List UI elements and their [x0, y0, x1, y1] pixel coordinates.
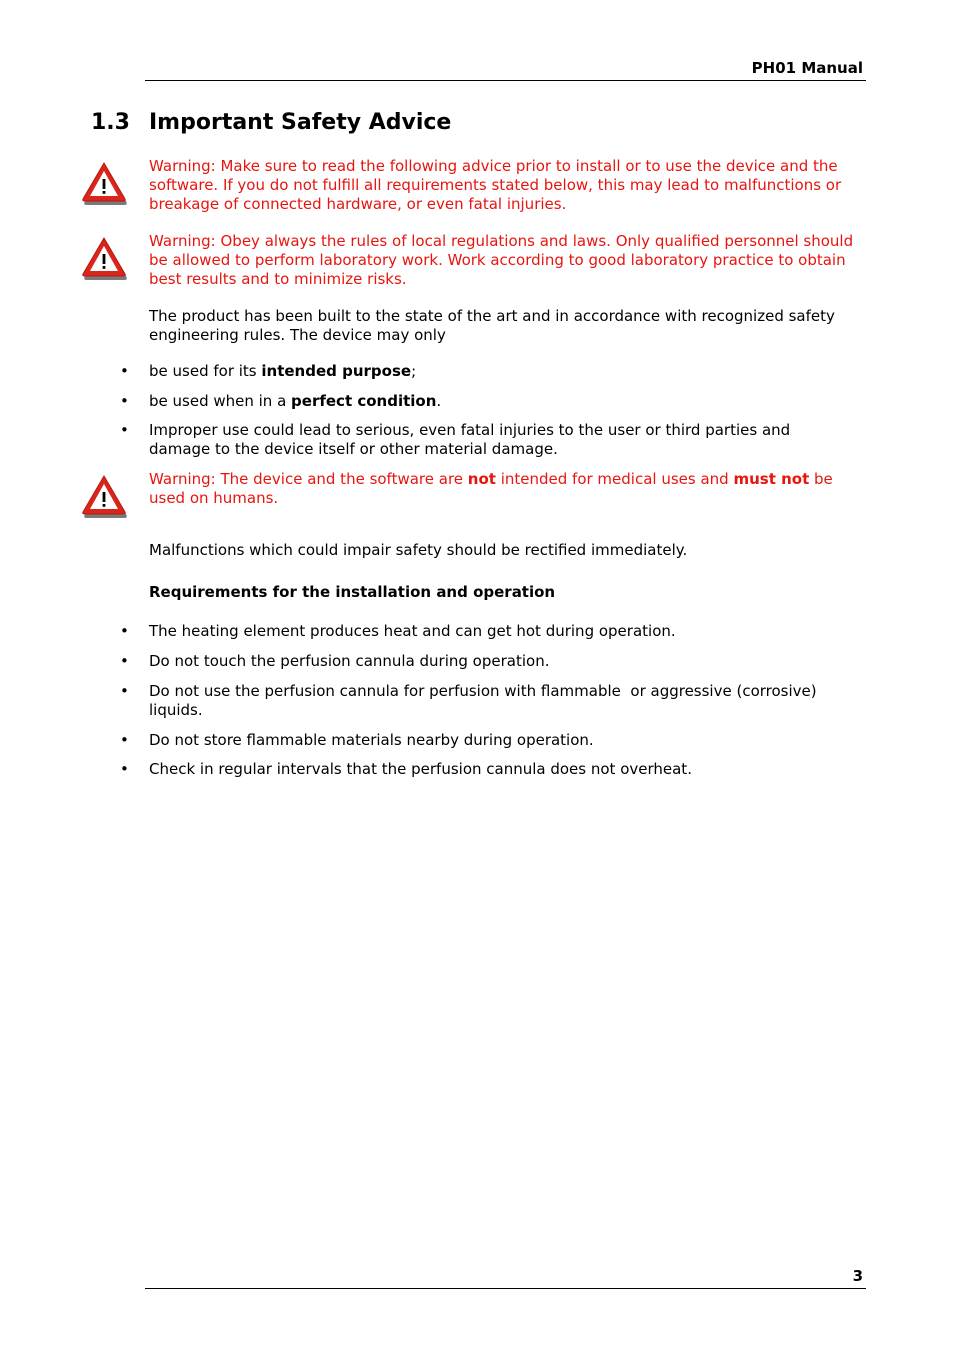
warning-text-1: Warning: Make sure to read the following advice prior to install or to use the device and the software. If you do not fulfill all requirements stated below, this may lead to malfunctions or breakage of connected hardware, or even fatal injuries.	[149, 157, 842, 213]
list-item	[120, 392, 854, 411]
list-item	[120, 760, 854, 779]
intro-paragraph: The product has been built to the state of the art and in accordance with recognized safety engineering rules. The device may only	[149, 307, 835, 344]
bullet-bold: intended purpose	[261, 362, 412, 380]
warning-text-part: intended for medical uses and	[495, 470, 734, 488]
section-title: Important Safety Advice	[149, 110, 452, 135]
warning-text-part: Warning: The device and the software are	[149, 470, 468, 488]
bullet-bold: perfect condition	[291, 392, 437, 410]
bullet: •	[120, 421, 129, 439]
bullet: •	[120, 731, 129, 749]
bullet: •	[120, 622, 129, 640]
warning-bold: must not	[733, 470, 810, 488]
bullet: •	[120, 682, 129, 700]
list-item	[120, 362, 854, 381]
bullet: •	[120, 392, 129, 410]
bullet: •	[120, 760, 129, 778]
list-item	[120, 731, 854, 750]
bullet-text: Do not store flammable materials nearby during operation.	[149, 731, 594, 749]
warning-triangle-icon	[79, 160, 129, 206]
warning-bold: not	[467, 470, 496, 488]
header-rule	[145, 80, 866, 81]
list-item	[120, 622, 854, 641]
bullet-text: The heating element produces heat and can get hot during operation.	[149, 622, 676, 640]
list-item	[120, 652, 854, 671]
requirements-heading: Requirements for the installation and operation	[149, 583, 556, 601]
bullet-text: Check in regular intervals that the perfusion cannula does not overheat.	[149, 760, 692, 778]
list-item	[120, 421, 854, 459]
bullet-text: be used for its	[149, 362, 262, 380]
page-number: 3	[852, 1267, 863, 1285]
bullet-text: Do not use the perfusion cannula for perfusion with flammable or aggressive (corrosive) liquids.	[149, 682, 822, 719]
warning-text-part: be used on humans.	[149, 470, 833, 507]
warning-triangle-icon	[79, 473, 129, 519]
warning-triangle-icon	[79, 235, 129, 281]
section-heading	[91, 110, 451, 135]
warning-text-3	[149, 470, 854, 508]
header-title: PH01 Manual	[751, 59, 863, 77]
bullet: •	[120, 652, 129, 670]
warning-text-2: Warning: Obey always the rules of local regulations and laws. Only qualified personnel should be allowed to perform laboratory work. Work according to good laboratory practice to obtain best results and to minimize risks.	[149, 232, 854, 288]
list-item	[120, 682, 854, 720]
bullet-text-end: ;	[411, 362, 417, 380]
bullet-text: be used when in a	[149, 392, 292, 410]
bullet-text: Improper use could lead to serious, even fatal injuries to the user or third parties and damage to the device itself or other material damage.	[149, 421, 791, 458]
malfunctions-paragraph: Malfunctions which could impair safety should be rectified immediately.	[149, 541, 688, 559]
bullet: •	[120, 362, 129, 380]
footer-rule	[145, 1288, 866, 1289]
bullet-text-end: .	[436, 392, 442, 410]
bullet-text: Do not touch the perfusion cannula during operation.	[149, 652, 550, 670]
section-number: 1.3	[91, 110, 130, 135]
